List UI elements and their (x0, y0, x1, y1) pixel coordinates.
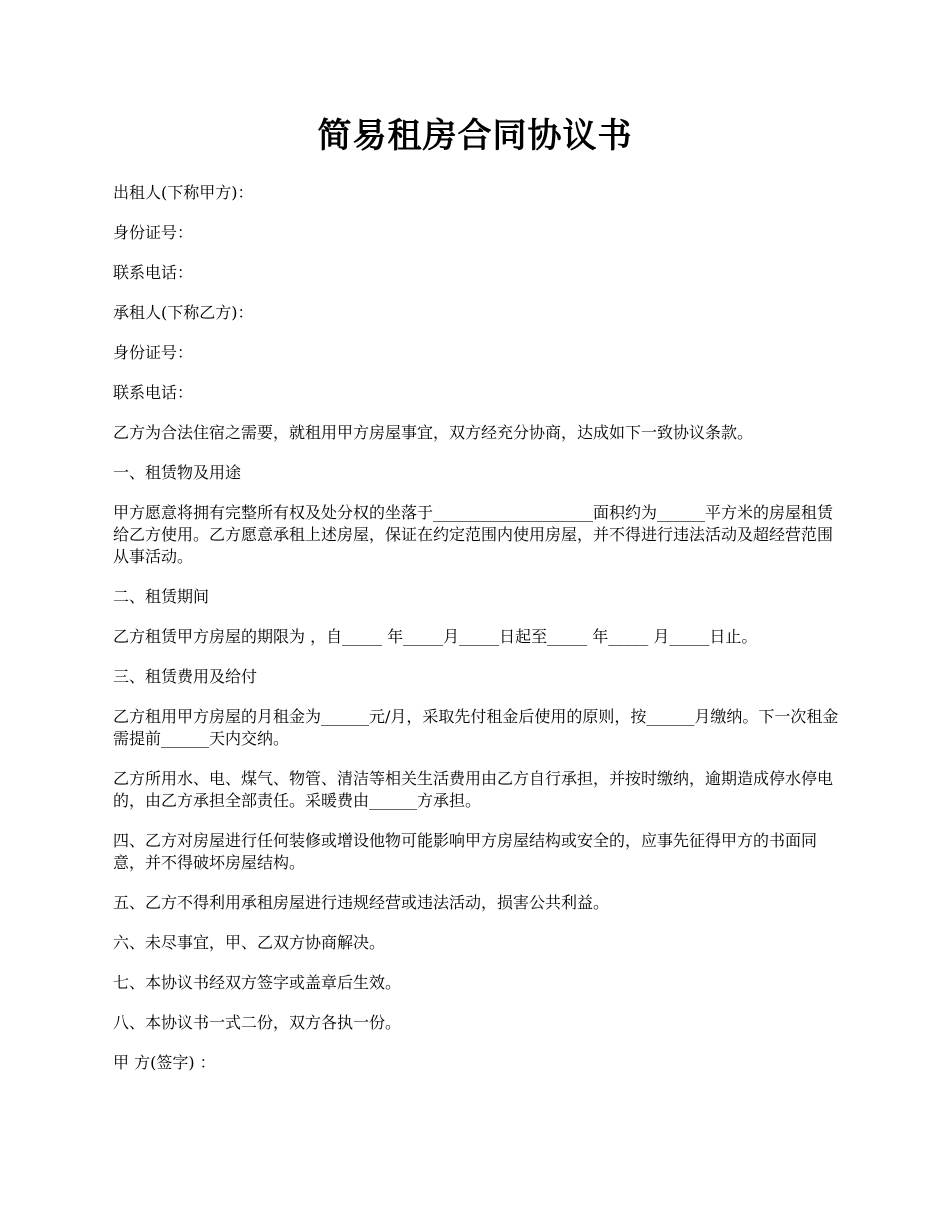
document-body (113, 182, 848, 1092)
lessor-label: 出租人(下称甲方)： (113, 183, 254, 202)
clause-paragraph-6: 六、未尽事宜，甲、乙双方协商解决。 (113, 933, 386, 952)
clause-paragraph-2: 乙方租赁甲方房屋的期限为 ，自_____ 年_____月_____日起至_____ 年_____ 月_____日止。 (113, 627, 758, 646)
lessor-id-label: 身份证号： (113, 223, 194, 242)
lessee-phone-label: 联系电话： (113, 383, 194, 402)
signature-label: 甲 方(签字) ： (113, 1053, 216, 1072)
lessee-id-label: 身份证号： (113, 343, 194, 362)
clause-paragraph-3a: 乙方租用甲方房屋的月租金为______元/月，采取先付租金后使用的原则，按______月缴纳。下一次租金需提前______天内交纳。 (113, 707, 839, 748)
lessee-label: 承租人(下称乙方)： (113, 303, 254, 322)
clause-paragraph-3b: 乙方所用水、电、煤气、物管、清洁等相关生活费用由乙方自行承担，并按时缴纳，逾期造成停水停电的，由乙方承担全部责任。采暖费由______方承担。 (113, 769, 834, 810)
clause-paragraph-8: 八、本协议书一式二份，双方各执一份。 (113, 1013, 402, 1032)
page-title: 简易租房合同协议书 (317, 116, 633, 156)
section-heading-3: 三、租赁费用及给付 (113, 667, 258, 686)
section-heading-2: 二、租赁期间 (113, 587, 210, 606)
clause-paragraph-4: 四、乙方对房屋进行任何装修或增设他物可能影响甲方房屋结构或安全的，应事先征得甲方的书面同意，并不得破坏房屋结构。 (113, 831, 818, 872)
lessor-phone-label: 联系电话： (113, 263, 194, 282)
clause-paragraph-1: 甲方愿意将拥有完整所有权及处分权的坐落于____________________面积约为______平方米的房屋租赁给乙方使用。乙方愿意承租上述房屋，保证在约定范围内使用房屋，并不得进行违法活动及超经营范围从事活动。 (113, 503, 834, 566)
preamble-paragraph: 乙方为合法住宿之需要，就租用甲方房屋事宜，双方经充分协商，达成如下一致协议条款。 (113, 423, 754, 442)
clause-paragraph-7: 七、本协议书经双方签字或盖章后生效。 (113, 973, 402, 992)
section-heading-1: 一、租赁物及用途 (113, 463, 242, 482)
clause-paragraph-5: 五、乙方不得利用承租房屋进行违规经营或违法活动，损害公共利益。 (113, 893, 610, 912)
